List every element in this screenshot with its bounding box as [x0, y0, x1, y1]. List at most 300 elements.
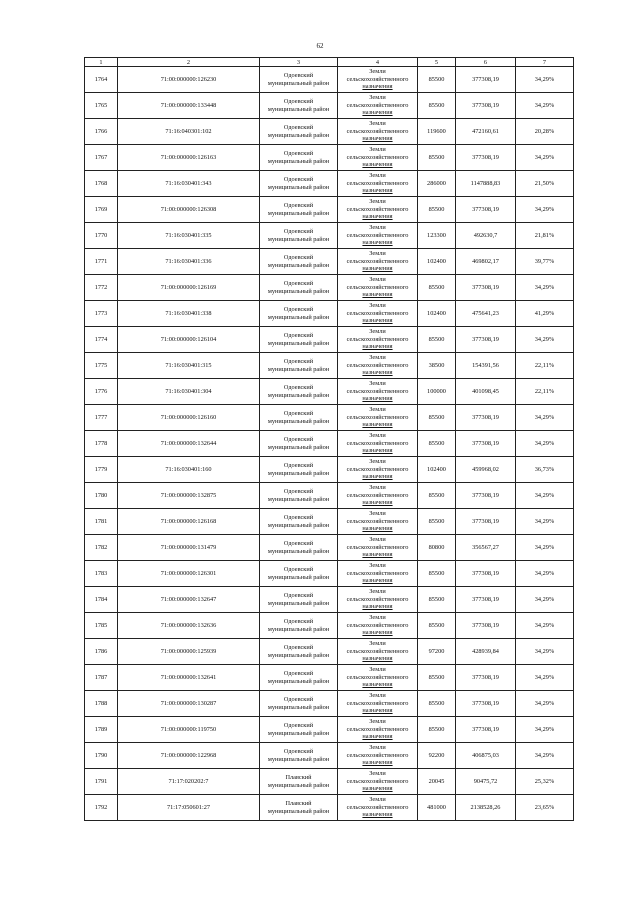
cadastral-number-cell: 71:00:000000:132647	[118, 587, 260, 613]
district-cell	[260, 93, 338, 119]
district-line: Одоевский	[283, 409, 314, 417]
land-category-line: сельскохозяйственного	[346, 491, 409, 499]
district-cell	[260, 431, 338, 457]
area-cell: 85500	[418, 717, 456, 743]
land-category-line: Земли	[369, 510, 386, 518]
area-cell: 123300	[418, 223, 456, 249]
area-cell: 85500	[418, 509, 456, 535]
cadastral-number-cell: 71:16:030401:304	[118, 379, 260, 405]
cadastral-number-cell: 71:16:030401:160	[118, 457, 260, 483]
district-cell	[260, 665, 338, 691]
table-row	[85, 457, 574, 483]
table-row	[85, 145, 574, 171]
area-cell: 286000	[418, 171, 456, 197]
district-line: Одоевский	[283, 695, 314, 703]
land-category-line: Земли	[369, 198, 386, 206]
cadastral-value-cell: 377308,19	[456, 587, 516, 613]
land-category-line: Земли	[369, 796, 386, 804]
table-row	[85, 717, 574, 743]
land-category-cell	[338, 353, 418, 379]
district-cell	[260, 249, 338, 275]
district-line: Плавский	[285, 773, 312, 781]
cadastral-number-cell: 71:00:000000:126104	[118, 327, 260, 353]
land-category-line: назначения	[362, 499, 393, 507]
district-line: Одоевский	[283, 253, 314, 261]
land-category-line: Земли	[369, 432, 386, 440]
land-category-line: сельскохозяйственного	[346, 803, 409, 811]
district-line: муниципальный район	[267, 495, 330, 503]
percentage-cell: 34,29%	[516, 613, 574, 639]
district-line: Одоевский	[283, 97, 314, 105]
land-category-line: назначения	[362, 551, 393, 559]
district-cell	[260, 535, 338, 561]
land-category-cell	[338, 301, 418, 327]
area-cell: 85500	[418, 405, 456, 431]
land-category-line: сельскохозяйственного	[346, 283, 409, 291]
district-line: муниципальный район	[267, 755, 330, 763]
land-category-cell	[338, 665, 418, 691]
district-cell	[260, 379, 338, 405]
percentage-cell: 34,29%	[516, 561, 574, 587]
row-number-cell: 1788	[85, 691, 118, 717]
row-number-cell: 1764	[85, 67, 118, 93]
percentage-cell: 21,50%	[516, 171, 574, 197]
cadastral-value-cell: 377308,19	[456, 67, 516, 93]
table-row	[85, 67, 574, 93]
area-cell: 85500	[418, 483, 456, 509]
district-line: муниципальный район	[267, 235, 330, 243]
row-number-cell: 1786	[85, 639, 118, 665]
land-category-line: назначения	[362, 369, 393, 377]
land-category-line: назначения	[362, 239, 393, 247]
district-line: Плавский	[285, 799, 312, 807]
percentage-cell: 34,29%	[516, 665, 574, 691]
cadastral-value-cell: 377308,19	[456, 197, 516, 223]
district-line: Одоевский	[283, 487, 314, 495]
table-row	[85, 93, 574, 119]
land-category-cell	[338, 223, 418, 249]
row-number-cell: 1770	[85, 223, 118, 249]
district-line: Одоевский	[283, 149, 314, 157]
district-line: Одоевский	[283, 747, 314, 755]
land-category-line: назначения	[362, 395, 393, 403]
cadastral-value-cell: 377308,19	[456, 93, 516, 119]
land-category-line: Земли	[369, 146, 386, 154]
cadastral-number-cell: 71:00:000000:126169	[118, 275, 260, 301]
table-row	[85, 561, 574, 587]
district-line: муниципальный район	[267, 365, 330, 373]
cadastral-value-cell: 377308,19	[456, 665, 516, 691]
district-line: муниципальный район	[267, 677, 330, 685]
land-category-line: назначения	[362, 83, 393, 91]
district-line: муниципальный район	[267, 729, 330, 737]
district-line: муниципальный район	[267, 391, 330, 399]
land-category-line: сельскохозяйственного	[346, 179, 409, 187]
district-line: муниципальный район	[267, 157, 330, 165]
district-cell	[260, 613, 338, 639]
cadastral-value-cell: 492630,7	[456, 223, 516, 249]
district-cell	[260, 483, 338, 509]
land-category-cell	[338, 327, 418, 353]
percentage-cell: 34,29%	[516, 431, 574, 457]
row-number-cell: 1766	[85, 119, 118, 145]
land-category-line: сельскохозяйственного	[346, 777, 409, 785]
area-cell: 97200	[418, 639, 456, 665]
land-category-line: сельскохозяйственного	[346, 673, 409, 681]
district-cell	[260, 275, 338, 301]
district-line: Одоевский	[283, 357, 314, 365]
land-category-cell	[338, 483, 418, 509]
table-row	[85, 795, 574, 821]
district-line: Одоевский	[283, 565, 314, 573]
district-line: муниципальный район	[267, 209, 330, 217]
column-number-row	[85, 58, 574, 67]
land-category-line: Земли	[369, 484, 386, 492]
land-category-line: сельскохозяйственного	[346, 153, 409, 161]
column-header: 3	[260, 58, 338, 67]
cadastral-value-cell: 377308,19	[456, 431, 516, 457]
land-category-cell	[338, 769, 418, 795]
percentage-cell: 22,11%	[516, 353, 574, 379]
district-line: муниципальный район	[267, 521, 330, 529]
percentage-cell: 34,29%	[516, 717, 574, 743]
cadastral-number-cell: 71:00:000000:131479	[118, 535, 260, 561]
district-line: муниципальный район	[267, 599, 330, 607]
land-category-line: Земли	[369, 744, 386, 752]
land-category-cell	[338, 119, 418, 145]
percentage-cell: 34,29%	[516, 197, 574, 223]
cadastral-number-cell: 71:17:050601:27	[118, 795, 260, 821]
land-category-cell	[338, 67, 418, 93]
row-number-cell: 1771	[85, 249, 118, 275]
table-row	[85, 353, 574, 379]
column-header: 6	[456, 58, 516, 67]
land-category-line: Земли	[369, 354, 386, 362]
cadastral-number-cell: 71:00:000000:126168	[118, 509, 260, 535]
column-header: 4	[338, 58, 418, 67]
percentage-cell: 34,29%	[516, 145, 574, 171]
district-cell	[260, 119, 338, 145]
land-category-line: Земли	[369, 68, 386, 76]
land-category-line: сельскохозяйственного	[346, 595, 409, 603]
district-line: Одоевский	[283, 591, 314, 599]
area-cell: 85500	[418, 561, 456, 587]
land-category-cell	[338, 717, 418, 743]
column-header: 2	[118, 58, 260, 67]
percentage-cell: 36,73%	[516, 457, 574, 483]
land-category-line: назначения	[362, 603, 393, 611]
district-line: муниципальный район	[267, 261, 330, 269]
land-category-cell	[338, 509, 418, 535]
land-category-line: назначения	[362, 317, 393, 325]
cadastral-value-cell: 377308,19	[456, 405, 516, 431]
land-category-cell	[338, 171, 418, 197]
land-category-line: назначения	[362, 785, 393, 793]
cadastral-value-cell: 475641,23	[456, 301, 516, 327]
district-line: Одоевский	[283, 539, 314, 547]
cadastral-value-cell: 377308,19	[456, 145, 516, 171]
table-row	[85, 379, 574, 405]
district-line: Одоевский	[283, 721, 314, 729]
area-cell: 102400	[418, 457, 456, 483]
row-number-cell: 1772	[85, 275, 118, 301]
row-number-cell: 1785	[85, 613, 118, 639]
area-cell: 85500	[418, 145, 456, 171]
percentage-cell: 34,29%	[516, 93, 574, 119]
area-cell: 85500	[418, 93, 456, 119]
land-category-line: назначения	[362, 681, 393, 689]
land-category-cell	[338, 743, 418, 769]
cadastral-value-cell: 2138528,26	[456, 795, 516, 821]
district-line: Одоевский	[283, 435, 314, 443]
land-category-cell	[338, 145, 418, 171]
area-cell: 85500	[418, 691, 456, 717]
row-number-cell: 1769	[85, 197, 118, 223]
percentage-cell: 34,29%	[516, 691, 574, 717]
district-line: муниципальный район	[267, 625, 330, 633]
cadastral-value-cell: 154391,56	[456, 353, 516, 379]
cadastral-number-cell: 71:16:040301:102	[118, 119, 260, 145]
row-number-cell: 1776	[85, 379, 118, 405]
district-cell	[260, 171, 338, 197]
district-line: муниципальный район	[267, 313, 330, 321]
column-header: 5	[418, 58, 456, 67]
land-category-cell	[338, 691, 418, 717]
land-category-line: назначения	[362, 811, 393, 819]
district-line: Одоевский	[283, 513, 314, 521]
table-row	[85, 639, 574, 665]
land-category-line: назначения	[362, 265, 393, 273]
land-category-cell	[338, 197, 418, 223]
row-number-cell: 1784	[85, 587, 118, 613]
table-row	[85, 535, 574, 561]
cadastral-value-cell: 469802,17	[456, 249, 516, 275]
land-category-cell	[338, 613, 418, 639]
area-cell: 85500	[418, 587, 456, 613]
table-row	[85, 197, 574, 223]
land-category-line: Земли	[369, 120, 386, 128]
table-row	[85, 223, 574, 249]
area-cell: 85500	[418, 665, 456, 691]
table-row	[85, 509, 574, 535]
land-category-line: сельскохозяйственного	[346, 75, 409, 83]
table-row	[85, 587, 574, 613]
land-category-line: Земли	[369, 406, 386, 414]
land-category-line: Земли	[369, 276, 386, 284]
row-number-cell: 1774	[85, 327, 118, 353]
land-category-line: Земли	[369, 250, 386, 258]
land-category-line: сельскохозяйственного	[346, 621, 409, 629]
land-category-cell	[338, 457, 418, 483]
percentage-cell: 21,81%	[516, 223, 574, 249]
land-category-line: сельскохозяйственного	[346, 309, 409, 317]
land-category-line: сельскохозяйственного	[346, 205, 409, 213]
district-line: муниципальный район	[267, 79, 330, 87]
area-cell: 85500	[418, 275, 456, 301]
district-cell	[260, 327, 338, 353]
cadastral-value-cell: 428939,84	[456, 639, 516, 665]
land-category-line: сельскохозяйственного	[346, 517, 409, 525]
cadastral-value-cell: 401098,45	[456, 379, 516, 405]
district-line: Одоевский	[283, 305, 314, 313]
cadastral-number-cell: 71:00:000000:126163	[118, 145, 260, 171]
district-cell	[260, 145, 338, 171]
cadastral-value-cell: 377308,19	[456, 717, 516, 743]
land-category-line: назначения	[362, 343, 393, 351]
district-cell	[260, 67, 338, 93]
area-cell: 119600	[418, 119, 456, 145]
land-category-line: сельскохозяйственного	[346, 465, 409, 473]
area-cell: 85500	[418, 431, 456, 457]
cadastral-number-cell: 71:00:000000:125939	[118, 639, 260, 665]
district-cell	[260, 795, 338, 821]
table-row	[85, 405, 574, 431]
land-category-line: Земли	[369, 94, 386, 102]
cadastral-number-cell: 71:00:000000:119750	[118, 717, 260, 743]
table-row	[85, 327, 574, 353]
land-category-line: назначения	[362, 421, 393, 429]
land-category-line: назначения	[362, 109, 393, 117]
area-cell: 20045	[418, 769, 456, 795]
row-number-cell: 1787	[85, 665, 118, 691]
district-line: муниципальный район	[267, 469, 330, 477]
land-category-cell	[338, 431, 418, 457]
land-category-cell	[338, 93, 418, 119]
land-category-line: сельскохозяйственного	[346, 699, 409, 707]
land-category-line: Земли	[369, 614, 386, 622]
land-category-line: назначения	[362, 577, 393, 585]
land-category-line: Земли	[369, 536, 386, 544]
district-line: Одоевский	[283, 279, 314, 287]
land-category-cell	[338, 587, 418, 613]
area-cell: 92200	[418, 743, 456, 769]
land-category-line: сельскохозяйственного	[346, 387, 409, 395]
percentage-cell: 22,11%	[516, 379, 574, 405]
land-register-table	[84, 57, 574, 821]
cadastral-value-cell: 356567,27	[456, 535, 516, 561]
district-line: муниципальный район	[267, 339, 330, 347]
district-line: Одоевский	[283, 643, 314, 651]
district-line: муниципальный район	[267, 443, 330, 451]
cadastral-number-cell: 71:00:000000:132644	[118, 431, 260, 457]
cadastral-value-cell: 377308,19	[456, 613, 516, 639]
row-number-cell: 1789	[85, 717, 118, 743]
district-line: Одоевский	[283, 331, 314, 339]
land-category-line: назначения	[362, 759, 393, 767]
row-number-cell: 1767	[85, 145, 118, 171]
district-line: Одоевский	[283, 461, 314, 469]
land-category-line: назначения	[362, 629, 393, 637]
cadastral-number-cell: 71:00:000000:130287	[118, 691, 260, 717]
district-line: Одоевский	[283, 227, 314, 235]
percentage-cell: 34,29%	[516, 327, 574, 353]
land-category-line: Земли	[369, 640, 386, 648]
land-category-cell	[338, 795, 418, 821]
land-category-cell	[338, 379, 418, 405]
district-line: муниципальный район	[267, 703, 330, 711]
area-cell: 85500	[418, 327, 456, 353]
percentage-cell: 39,77%	[516, 249, 574, 275]
row-number-cell: 1765	[85, 93, 118, 119]
district-line: муниципальный район	[267, 131, 330, 139]
district-cell	[260, 405, 338, 431]
district-cell	[260, 561, 338, 587]
district-line: муниципальный район	[267, 573, 330, 581]
district-line: муниципальный район	[267, 807, 330, 815]
area-cell: 85500	[418, 197, 456, 223]
land-category-line: сельскохозяйственного	[346, 439, 409, 447]
cadastral-value-cell: 377308,19	[456, 327, 516, 353]
cadastral-number-cell: 71:16:030401:338	[118, 301, 260, 327]
land-category-line: сельскохозяйственного	[346, 751, 409, 759]
table-row	[85, 613, 574, 639]
cadastral-number-cell: 71:16:030401:343	[118, 171, 260, 197]
district-line: Одоевский	[283, 669, 314, 677]
row-number-cell: 1781	[85, 509, 118, 535]
district-line: Одоевский	[283, 71, 314, 79]
district-line: муниципальный район	[267, 183, 330, 191]
percentage-cell: 34,29%	[516, 743, 574, 769]
percentage-cell: 23,65%	[516, 795, 574, 821]
district-line: муниципальный район	[267, 287, 330, 295]
table-row	[85, 275, 574, 301]
cadastral-value-cell: 377308,19	[456, 561, 516, 587]
cadastral-value-cell: 377308,19	[456, 275, 516, 301]
land-category-cell	[338, 405, 418, 431]
percentage-cell: 20,28%	[516, 119, 574, 145]
land-category-line: сельскохозяйственного	[346, 257, 409, 265]
district-cell	[260, 717, 338, 743]
row-number-cell: 1791	[85, 769, 118, 795]
land-category-line: назначения	[362, 161, 393, 169]
cadastral-number-cell: 71:00:000000:133448	[118, 93, 260, 119]
table-row	[85, 665, 574, 691]
land-category-line: сельскохозяйственного	[346, 127, 409, 135]
land-category-cell	[338, 561, 418, 587]
district-cell	[260, 457, 338, 483]
cadastral-number-cell: 71:00:000000:122968	[118, 743, 260, 769]
land-category-line: сельскохозяйственного	[346, 361, 409, 369]
district-cell	[260, 743, 338, 769]
land-category-line: Земли	[369, 458, 386, 466]
table-row	[85, 249, 574, 275]
land-category-line: Земли	[369, 770, 386, 778]
area-cell: 85500	[418, 613, 456, 639]
district-line: Одоевский	[283, 383, 314, 391]
cadastral-value-cell: 472160,61	[456, 119, 516, 145]
district-cell	[260, 587, 338, 613]
cadastral-number-cell: 71:16:030401:336	[118, 249, 260, 275]
area-cell: 102400	[418, 249, 456, 275]
land-category-cell	[338, 249, 418, 275]
cadastral-number-cell: 71:16:030401:335	[118, 223, 260, 249]
land-category-line: назначения	[362, 187, 393, 195]
page-number: 62	[316, 42, 324, 50]
cadastral-number-cell: 71:00:000000:132636	[118, 613, 260, 639]
land-category-line: назначения	[362, 291, 393, 299]
district-cell	[260, 197, 338, 223]
land-category-cell	[338, 275, 418, 301]
district-cell	[260, 301, 338, 327]
district-cell	[260, 353, 338, 379]
cadastral-number-cell: 71:00:000000:126160	[118, 405, 260, 431]
district-cell	[260, 769, 338, 795]
land-category-line: Земли	[369, 588, 386, 596]
percentage-cell: 34,29%	[516, 67, 574, 93]
land-category-line: Земли	[369, 380, 386, 388]
district-cell	[260, 691, 338, 717]
land-category-line: сельскохозяйственного	[346, 413, 409, 421]
